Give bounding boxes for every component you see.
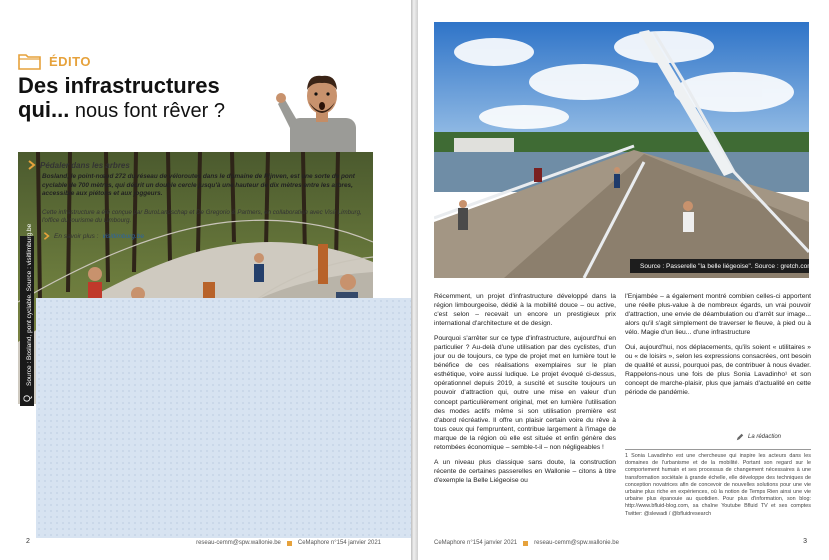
cemaphore-logo-icon <box>287 541 292 546</box>
photo-credit-vertical <box>20 223 34 406</box>
caption-text <box>42 173 372 199</box>
caption-link-row <box>42 232 144 240</box>
article-column-1 <box>434 292 616 491</box>
article-column-2 <box>625 292 811 404</box>
photo-credit-bar <box>630 259 813 273</box>
search-icon: Q <box>22 394 32 402</box>
caption-heading-label: Pédaler dans les arbres <box>40 160 130 170</box>
right-page <box>418 0 829 560</box>
footer-magazine: CeMaphore n°154 janvier 2021 <box>297 540 381 546</box>
cemaphore-logo-icon <box>523 541 528 546</box>
page-title <box>18 74 288 123</box>
section-header <box>18 52 91 70</box>
page-number-right: 3 <box>803 538 807 545</box>
paragraph-4: l'Enjambée – a également montré combien celles-ci apportent une réelle plus-value à de nombreux égards, un vrai pouvoir d'attraction, une envie de déambulation ou d'arrêt sur image... alors qu'il s'agit simplement de traverser le fleuve, à pied ou à vélo. Magie d'un lieu... d'une infrastructure <box>625 293 811 337</box>
caption-text-1: Bosland, le point-nœud 272 du réseau de véloroutes dans le domaine de Pijnven, est une sorte de pont cyclable de 700 mètres, qui décrit un double cercle jusqu'à une hauteur de dix mètres entre les arbres, accessible aux piétons et aux joggeurs. <box>42 173 355 198</box>
paragraph-3: A un niveau plus classique sans doute, la construction récente de certaines passerelles en Wallonie – citons à titre d'exemple la Belle Liégeoise ou <box>434 458 616 484</box>
caption-box <box>36 298 411 538</box>
chevron-right-icon <box>26 160 36 170</box>
paragraph-1: Récemment, un projet d'infrastructure développé dans la région limbourgeoise, dédié à la mobilité douce – ou active, c'est selon – recevait un encore un prestigieux prix international d'architecture et de design. <box>434 293 616 328</box>
page-number-left: 2 <box>26 538 30 545</box>
caption-text-2: Cette infrastructure a été conçue par BuroLandschap et De Gregorio & Partners, en collaboration avec Visit Limburg, l'office du tourisme du Limbourg. <box>42 209 362 225</box>
footbridge-photo <box>434 22 809 278</box>
chevron-right-icon <box>42 232 50 240</box>
footer-site: reseau-cemm@spw.wallonie.be <box>196 540 281 546</box>
folder-icon <box>18 52 42 70</box>
pen-icon <box>736 433 744 441</box>
right-footer <box>434 540 619 546</box>
visitlimburg-link[interactable]: visitlimburg.be <box>102 232 144 240</box>
title-line-2-bold: qui... <box>18 97 70 122</box>
paragraph-5: Oui, aujourd'hui, nos déplacements, qu'ils soient « utilitaires » ou « de loisirs », selon les expressions consacrées, ont besoin de qualité et aussi, pourquoi pas, de contribuer à nous évader. Rappelons-nous une fois de plus Sonia Lavadinho¹ et son concept de marche-plaisir, plus que jamais d'actualité en cette période de pandémie. <box>625 344 811 397</box>
footer-site: reseau-cemm@spw.wallonie.be <box>534 540 619 546</box>
footnote: 1 Sonia Lavadinho est une chercheuse qui inspire les acteurs dans les domaines de l'urbanisme et de la mobilité. Portant son regard sur le comportement humain et ses processus de changement nécessaires à une transformation sociétale à grande échelle, elle développe des techniques de conception novatrices afin de concevoir de nouvelles solutions pour une vie urbaine plus riche en expériences, où la notion de Temps Rien ainsi une vie urbaine plus épanouie au quotidien. Pour plus d'information, son blog: http://www.bfluid-blog.com, sa chaîne Youtube Bfluid TV et ses comptes Twitter: @slewadi / @bfluidresearch <box>625 449 811 518</box>
photo-credit-text: Source : Passerelle "la belle liégeoise". Source : gretch.com <box>640 262 813 270</box>
signature-text: La rédaction <box>748 434 782 440</box>
left-footer <box>196 540 381 546</box>
signature <box>736 433 781 441</box>
section-label: ÉDITO <box>49 53 91 69</box>
page-gutter <box>411 0 418 560</box>
title-line-1: Des infrastructures <box>18 73 220 98</box>
caption-heading <box>26 160 130 170</box>
link-label: En savoir plus : <box>54 232 99 240</box>
photo-credit-text: Source : Bosland, pont cyclable. Source : visitlimburg.be <box>26 223 33 386</box>
paragraph-2: Pourquoi s'arrêter sur ce type d'infrastructure, aujourd'hui en particulier ? Au-delà d'une utilisation par des cyclistes, d'un jour ou de toujours, ce type de projet met en lumière tout le bénéfice de ces réalisations exemplaires sur le plan esthétique, voire aussi ludique. Le projet évoqué ci-dessus, opérationnel depuis 2019, a suscité et suscite toujours un pouvoir d'attraction qui, outre une mise en valeur d'un concept particulièrement original, met en lumière l'utilisation des modes actifs même si son utilisation première est d'abord récréative. Il offre un plaisir certain voire du rêve à tous ceux qui l'empruntent, contribue largement à l'image de marque de la région où elle est située et enfin génère des retombées économique – semble-t-il – non négligeables ! <box>434 335 616 451</box>
footer-magazine: CeMaphore n°154 janvier 2021 <box>434 540 518 546</box>
left-page <box>0 0 411 560</box>
title-line-2: nous font rêver ? <box>69 100 225 122</box>
